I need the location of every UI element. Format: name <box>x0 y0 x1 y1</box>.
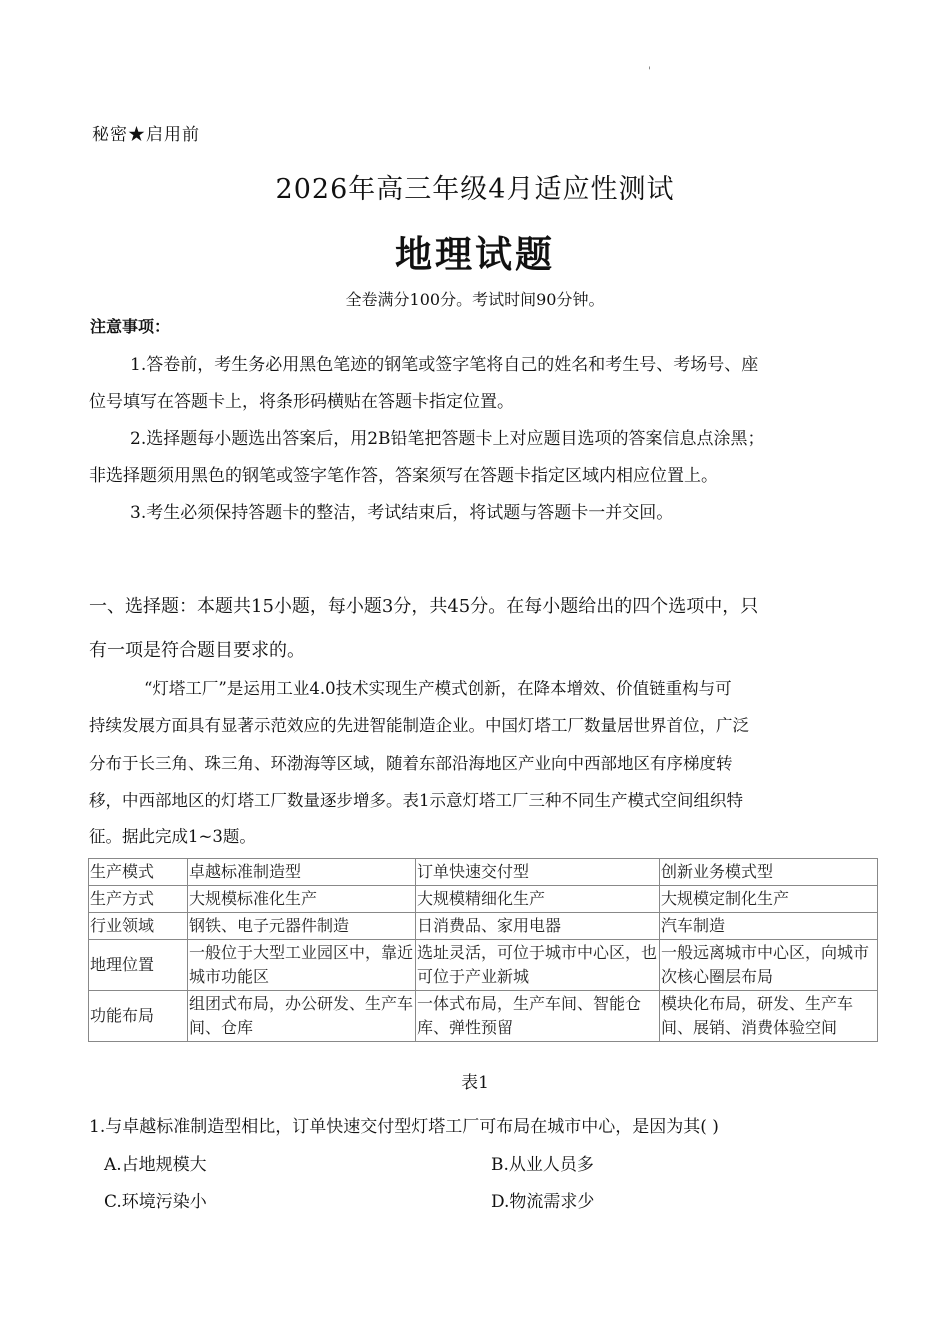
table-row <box>89 886 878 913</box>
table-cell: 组团式布局，办公研发、生产车间、仓库 <box>188 991 416 1042</box>
question-stem: 1.与卓越标准制造型相比，订单快速交付型灯塔工厂可布局在城市中心，是因为其( ) <box>89 1117 719 1137</box>
passage-line: 持续发展方面具有显著示范效应的先进智能制造企业。中国灯塔工厂数量居世界首位，广泛 <box>89 716 749 735</box>
table-cell: 大规模定制化生产 <box>660 886 878 913</box>
score-info: 全卷满分100分。考试时间90分钟。 <box>345 290 605 309</box>
notice-line: 位号填写在答题卡上，将条形码横贴在答题卡指定位置。 <box>89 392 514 412</box>
table-header-cell: 订单快速交付型 <box>416 859 660 886</box>
table-cell: 大规模精细化生产 <box>416 886 660 913</box>
table-header-cell: 卓越标准制造型 <box>188 859 416 886</box>
table-cell: 选址灵活，可位于城市中心区，也可位于产业新城 <box>416 940 660 991</box>
table-cell: 一般远离城市中心区，向城市次核心圈层布局 <box>660 940 878 991</box>
passage-line: 移，中西部地区的灯塔工厂数量逐步增多。表1示意灯塔工厂三种不同生产模式空间组织特 <box>89 791 743 810</box>
table-row <box>89 859 878 886</box>
table-cell: 功能布局 <box>89 991 188 1042</box>
table-caption: 表1 <box>461 1073 489 1093</box>
table-cell: 汽车制造 <box>660 913 878 940</box>
table-cell: 一体式布局，生产车间、智能仓库、弹性预留 <box>416 991 660 1042</box>
subject-title: 地理试题 <box>395 232 555 276</box>
option-d: D.物流需求少 <box>491 1192 595 1212</box>
exam-title: 2026年高三年级4月适应性测试 <box>275 174 675 205</box>
section-heading-line: 一、选择题：本题共15小题，每小题3分，共45分。在每小题给出的四个选项中，只 <box>89 596 759 617</box>
table-row <box>89 991 878 1042</box>
table-cell: 日消费品、家用电器 <box>416 913 660 940</box>
table-cell: 钢铁、电子元器件制造 <box>188 913 416 940</box>
table-cell: 生产方式 <box>89 886 188 913</box>
passage-line: 分布于长三角、珠三角、环渤海等区域，随着东部沿海地区产业向中西部地区有序梯度转 <box>89 754 733 773</box>
notice-line: 2.选择题每小题选出答案后，用2B铅笔把答题卡上对应题目选项的答案信息点涂黑； <box>130 429 765 449</box>
option-a: A.占地规模大 <box>104 1155 207 1175</box>
table-row <box>89 940 878 991</box>
notice-heading: 注意事项： <box>90 317 171 336</box>
notice-line: 非选择题须用黑色的钢笔或签字笔作答，答案须写在答题卡指定区域内相应位置上。 <box>89 466 718 486</box>
passage-line: 征。据此完成1~3题。 <box>89 827 256 846</box>
page-mark: ' <box>648 66 651 77</box>
confidential-label: 秘密★启用前 <box>92 125 200 145</box>
table-row <box>89 913 878 940</box>
table-header-cell: 生产模式 <box>89 859 188 886</box>
table-cell: 地理位置 <box>89 940 188 991</box>
notice-line: 3.考生必须保持答题卡的整洁，考试结束后，将试题与答题卡一并交回。 <box>130 503 674 523</box>
table-cell: 一般位于大型工业园区中，靠近城市功能区 <box>188 940 416 991</box>
notice-line: 1.答卷前，考生务必用黑色笔迹的钢笔或签字笔将自己的姓名和考生号、考场号、座 <box>130 355 759 375</box>
table-cell: 大规模标准化生产 <box>188 886 416 913</box>
passage-line: “灯塔工厂”是运用工业4.0技术实现生产模式创新，在降本增效、价值链重构与可 <box>144 679 732 698</box>
table-cell: 行业领域 <box>89 913 188 940</box>
table-header-cell: 创新业务模式型 <box>660 859 878 886</box>
option-b: B.从业人员多 <box>491 1155 594 1175</box>
production-mode-table <box>88 858 878 1042</box>
section-heading-line: 有一项是符合题目要求的。 <box>89 640 305 661</box>
option-c: C.环境污染小 <box>104 1192 207 1212</box>
table-cell: 模块化布局，研发、生产车间、展销、消费体验空间 <box>660 991 878 1042</box>
